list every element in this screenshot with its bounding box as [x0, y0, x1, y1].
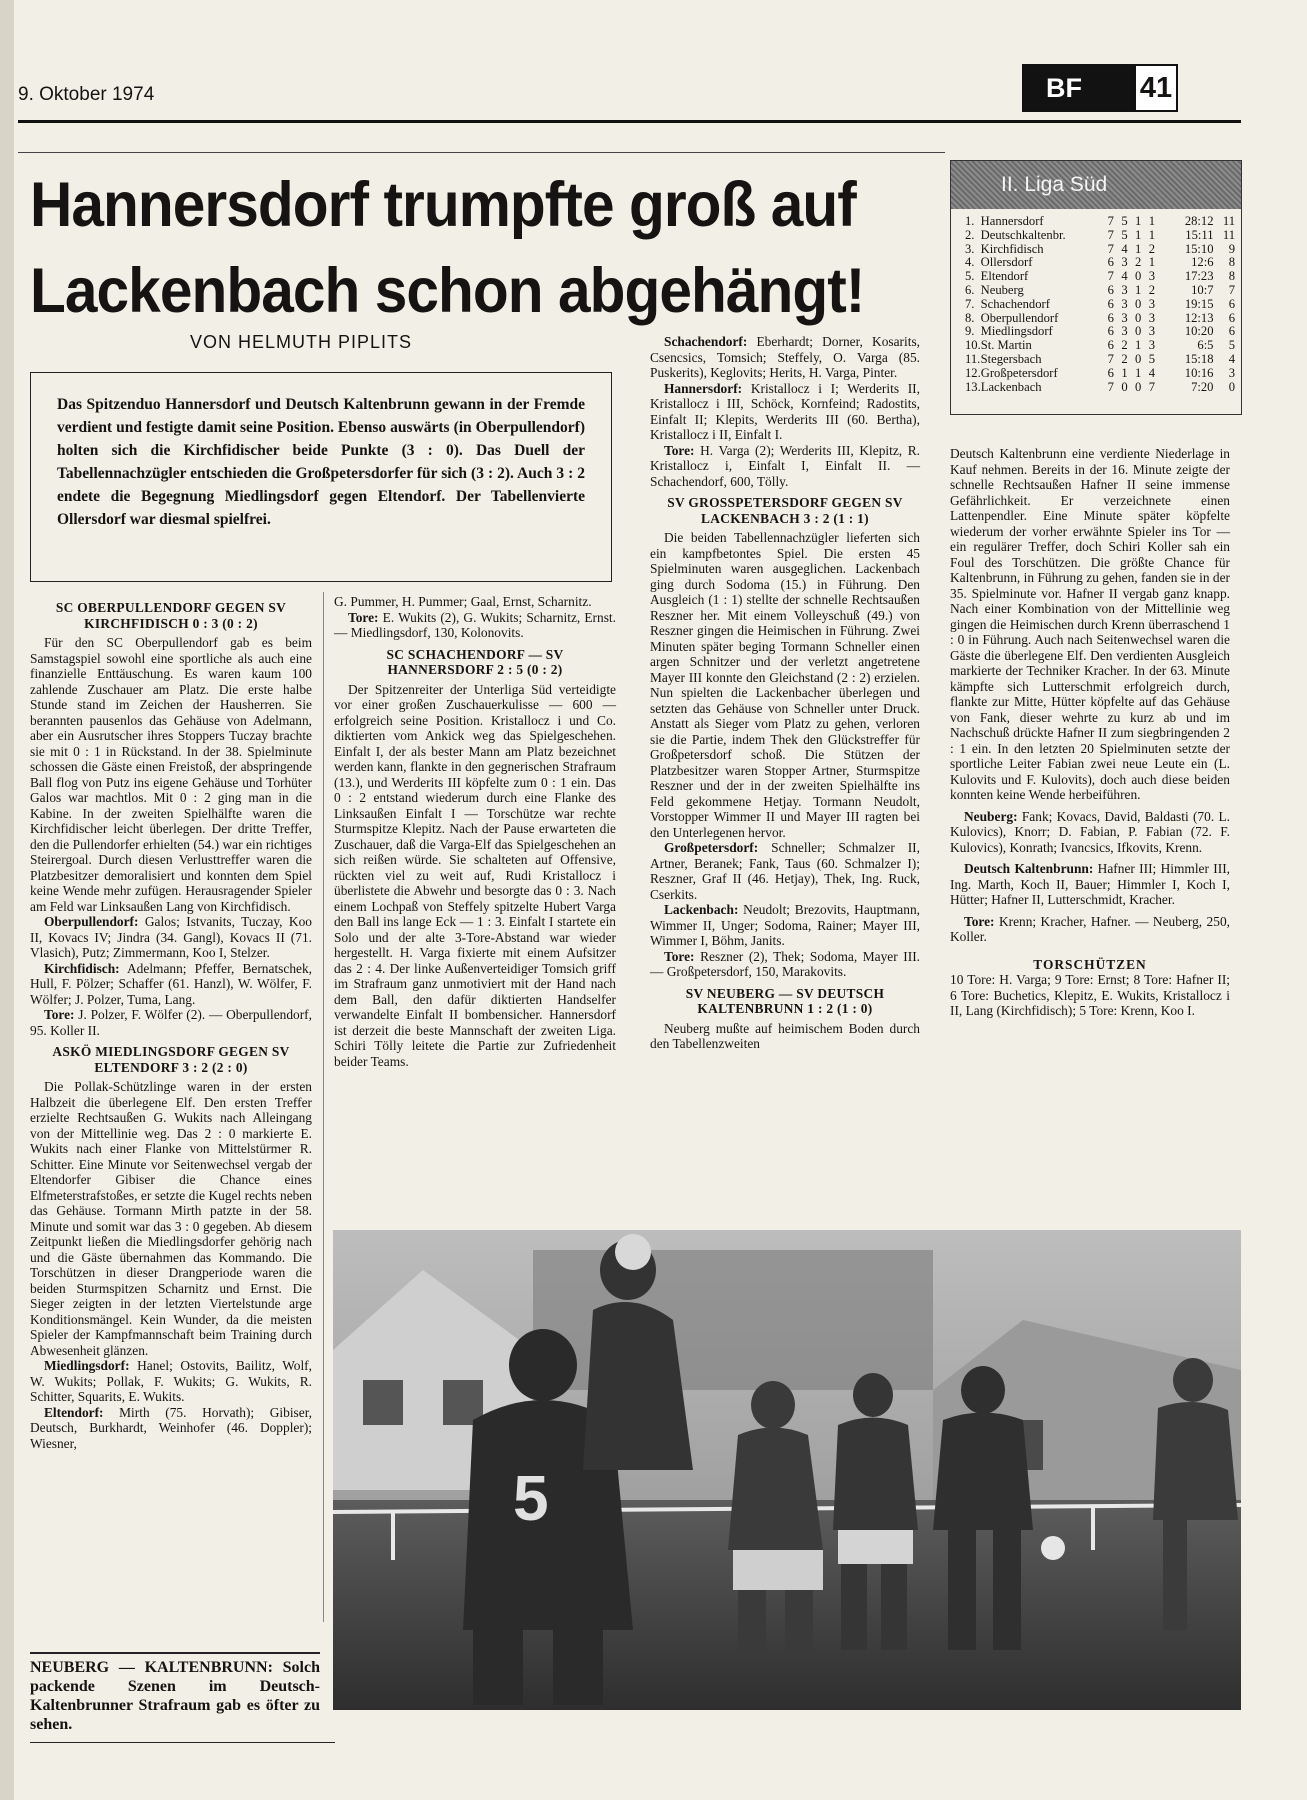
standings-points: 4	[1228, 351, 1236, 366]
standings-team: Eltendorf	[980, 269, 1029, 284]
page-badge	[1022, 64, 1178, 112]
standings-rank: 6.	[965, 282, 975, 297]
standings-played: 7	[1107, 269, 1114, 284]
standings-goals: 10:7	[1191, 282, 1214, 297]
match-report-grosspetersdorf: Die beiden Tabellennachzügler lieferten sich ein kampfbetontes Spiel. Die ersten 45 Spielminuten waren ausgeglichen. Lackenbach ging durch Sodoma (15.) in Führung. Den Ausgleich (1 : 1) stellte der schnelle Rechtsaußen Reszner her. Mit einem Volleyschuß (49.) von Reszner gingen die Heimischen in Führung. Zwei Minuten später beging Tormann Schneller einen argen Schnitzer und der verletzt angetretene Mayer III konnte den Gleichstand (2 : 2) erzielen. Nun spielten die Lackenbacher überlegen und setzten das Gehäuse von Schneller unter Druck. Anstatt als Sieger vom Platz zu gehen, verloren sie die Partie, indem Thek den Glückstreffer für Großpetersdorf schoß. Die Stützen der Platzbesitzer waren Stopper Artner, Sturmspitze Reszner und der in der zweiten Spielhälfte ins Feld gekommene Hetjay. Tormann Neudolt, Vorstopper Wimmer II und Mayer III ragten bei den Unterlegenen hervor.	[650, 530, 920, 840]
lineup-team: Deutsch Kaltenbrunn:	[964, 861, 1094, 876]
standings-won: 5	[1121, 227, 1128, 242]
standings-lost: 3	[1148, 296, 1156, 311]
lineup-team: Großpetersdorf:	[664, 840, 759, 855]
column-2	[334, 594, 616, 1069]
standings-won: 2	[1121, 351, 1128, 366]
standings-lost: 2	[1148, 241, 1156, 256]
standings-team: Deutschkaltenbr.	[980, 227, 1066, 242]
standings-rank: 9.	[965, 324, 975, 339]
standings-won: 3	[1121, 324, 1128, 339]
match-heading-miedlingsdorf: ASKÖ MIEDLINGSDORF GEGEN SV ELTENDORF 3 : 2 (2 : 0)	[52, 1044, 290, 1075]
standings-won: 1	[1121, 365, 1128, 380]
standings-team: Lackenbach	[980, 379, 1042, 394]
lineup-text: Eberhardt; Dorner, Kosarits, Csencsics, Tomsich; Steffely, O. Varga (85. Puskerits), Keglovits; Herits, H. Varga, Pinter.	[650, 334, 920, 380]
standings-rank: 5.	[965, 269, 975, 284]
standings-played: 7	[1107, 351, 1114, 366]
standings-rank: 3.	[965, 241, 975, 256]
standings-lost: 2	[1148, 282, 1156, 297]
caption-rule-top	[30, 1652, 320, 1654]
standings-points: 11	[1222, 214, 1236, 228]
section-label: BF	[1024, 66, 1132, 110]
standings-team: Neuberg	[980, 282, 1024, 297]
goals-label: Tore:	[348, 609, 379, 625]
match-heading-schachendorf: SC SCHACHENDORF — SV HANNERSDORF 2 : 5 (0 : 2)	[386, 646, 564, 677]
goals-text: J. Polzer, F. Wölfer (2). — Oberpullendorf, 95. Koller II.	[30, 1007, 312, 1038]
standings-row	[965, 381, 1235, 395]
lineup-team: Hannersdorf:	[664, 380, 743, 396]
standings-body	[951, 209, 1241, 394]
standings-rank: 4.	[965, 255, 975, 270]
goals-text: Reszner (2), Thek; Sodoma, Mayer III. — Großpetersdorf, 150, Marakovits.	[650, 948, 920, 979]
standings-goals: 6:5	[1197, 338, 1214, 353]
lineup-text: Mirth (75. Horvath); Gibiser, Deutsch, Burkhardt, Weinhofer (46. Doppler); Wiesner,	[30, 1404, 312, 1451]
standings-points: 3	[1228, 365, 1235, 380]
top-scorers-title: TORSCHÜTZEN	[1033, 956, 1147, 972]
standings-goals: 15:18	[1184, 351, 1214, 366]
standings-played: 6	[1107, 282, 1114, 297]
standings-played: 6	[1107, 296, 1114, 311]
standings-team: Oberpullendorf	[980, 310, 1059, 325]
top-scorers-text: 10 Tore: H. Varga; 9 Tore: Ernst; 8 Tore: Hafner II; 6 Tore: Buchetics, Klepitz, E. Wukits, Kristallocz i II, Lang (Kirchfidisch); 5 Tore: Krenn, Koo I.	[950, 972, 1230, 1018]
lineup-text: Adelmann; Pfeffer, Bernatschek, Hull, F. Pölzer; Schaffer (61. Hanzl), W. Wölfer, F. Wölfer; J. Polzer, Tuma, Lang.	[30, 960, 313, 1007]
lineup-team: Lackenbach:	[664, 902, 739, 917]
standings-rank: 12.	[965, 365, 981, 380]
lineup-continued: G. Pummer, H. Pummer; Gaal, Ernst, Scharnitz.	[334, 594, 592, 609]
standings-lost: 3	[1148, 338, 1156, 353]
standings-team: Ollersdorf	[980, 255, 1033, 270]
lineup-team: Schachendorf:	[664, 334, 748, 349]
standings-goals: 19:15	[1184, 296, 1214, 311]
standings-lost: 3	[1148, 324, 1156, 339]
standings-row	[965, 298, 1235, 312]
page-edge	[0, 0, 14, 1800]
standings-drawn: 1	[1135, 241, 1142, 256]
lineup-text: Hanel; Ostovits, Bailitz, Wolf, W. Wukits; Pollak, F. Wukits; G. Wukits, R. Schitter, Squarits, E. Wukits.	[30, 1358, 312, 1404]
match-photo-illustration	[333, 1230, 1241, 1710]
standings-drawn: 1	[1135, 227, 1142, 242]
standings-played: 7	[1107, 241, 1114, 256]
caption-rule-bottom	[30, 1742, 335, 1743]
standings-points: 6	[1228, 296, 1236, 311]
lineup-team: Eltendorf:	[44, 1404, 104, 1420]
standings-points: 5	[1228, 338, 1235, 353]
standings-row	[965, 367, 1235, 381]
intro-text: Das Spitzenduo Hannersdorf und Deutsch Kaltenbrunn gewann in der Fremde verdient und festigte damit seine Position. Ebenso auswärts (in Oberpullendorf) holten sich die Kirchfidischer beide Punkte (3 : 0). Das Duell der Tabellennachzügler entschieden die Großpetersdorfer für sich (3 : 2). Auch 3 : 2 endete die Begegnung Miedlingsdorf gegen Eltendorf. Der Tabellenvierte Ollersdorf war diesmal spielfrei.	[57, 396, 585, 528]
photo-caption: NEUBERG — KALTENBRUNN: Solch packende Szenen im Deutsch-Kaltenbrunner Strafraum gab es öfter zu sehen.	[30, 1659, 320, 1733]
standings-row	[965, 325, 1235, 339]
match-report-schachendorf: Der Spitzenreiter der Unterliga Süd verteidigte vor einer großen Zuschauerkulisse — 600 — erfolgreich seine Position. Kristallocz i und Co. diktierten vom Ankick weg das Spielgeschehen. Einfalt I, der als bester Mann am Platz bezeichnet werden kann, flankte in den gegnerischen Strafraum (13.), und Werderits III köpfelte zum 0 : 1 ein. Das 0 : 2 entstand wiederum durch eine Flanke des Linksaußen Einfalt I — Torschütze war rechte Sturmspitze Klepitz. Nach der Pause erwarteten die Zuschauer, daß die Varga-Elf das Spielgeschehen an sich reißen würde. Sie schalteten auf Offensive, rückten viel zu weit auf, Rudi Kristallocz i überlistete die Abwehr und besorgte das 0 : 3. Nach einem Lochpaß von Steffely spitzelte Hubert Varga den Ball ins lange Eck — 1 : 3. Einfalt I startete ein Solo und der alte 3-Tore-Abstand war wieder hergestellt. H. Varga fixierte mit einem Aufsitzer das 2 : 4. Der linke Außenverteidiger Tomsich griff im Strafraum ganz unmotiviert mit der Hand nach dem Ball, den dafür diktierten Handselfer verwandelte Einfalt II bombensicher. Hannersdorf ist derzeit die beste Mannschaft der zweiten Liga. Schiri Tölly leitete die Partie zur Zufriedenheit beider Teams.	[334, 681, 616, 1069]
standings-rank: 11.	[965, 351, 981, 366]
standings-points: 9	[1228, 241, 1236, 256]
standings-team: Stegersbach	[980, 351, 1042, 366]
standings-played: 6	[1107, 310, 1114, 325]
headline-rule	[18, 152, 945, 153]
standings-rank: 7.	[965, 296, 975, 311]
goals-label: Tore:	[964, 913, 995, 929]
page-number: 41	[1132, 66, 1176, 110]
standings-won: 4	[1121, 269, 1128, 284]
standings-rank: 2.	[965, 227, 975, 242]
standings-goals: 28:12	[1184, 214, 1214, 228]
standings-points: 6	[1228, 310, 1236, 325]
jersey-number: 5	[513, 1462, 549, 1534]
match-heading-grosspetersdorf: SV GROSSPETERSDORF GEGEN SV LACKENBACH 3 : 2 (1 : 1)	[667, 495, 903, 526]
standings-rank: 8.	[965, 310, 975, 325]
lineup-text: Fank; Kovacs, David, Baldasti (70. L. Kulovics), Knorr; D. Fabian, P. Fabian (72. F. Kulovics), Konrath; Ivancsics, Ifkovits, Krenn.	[950, 808, 1230, 855]
match-report-neuberg-continued: Deutsch Kaltenbrunn eine verdiente Niederlage in Kauf nehmen. Bereits in der 16. Minute zeigte der schnelle Rechtsaußen Hafner II seine immense Gefährlichkeit. Er verzeichnete einen Lattenpendler. Eine Minute später köpfelte wiederum der vorher erwähnte Spieler ins Tor — ein regulärer Treffer, doch Schiri Koller sah ein Foul des Torschützen. Die größte Chance für Kaltenbrunn, in Führung zu gehen, fanden sie in der 35. Spielminute vor. Hafner II vergab ganz knapp. Nach einer Kombination von der Mittellinie weg gingen die Heimischen durch Krenn überraschend 1 : 0 in Führung. Auch nach Seitenwechsel waren die Gäste die überlegene Elf. Den verdienten Ausgleich markierte der Techniker Kracher. In der 63. Minute kämpfte sich Lutterschmit erfolgreich durch, flankte zur Mitte, Hütter köpfelte auf das Gehäuse von Fank, dieser wehrte zu kurz ab und im Nachschuß drückte Hafner II zum siegbringenden 2 : 1 ein. In den letzten 20 Spielminuten setzte der sportliche Leiter Fabian zwei neue Leute ein (L. Kulovits und F. Kulovits), doch auch diese beiden konnten keine Wende herbeiführen.	[950, 446, 1230, 802]
lineup-text: Schneller; Schmalzer II, Artner, Beranek; Fank, Taus (60. Schmalzer I); Reszner, Graf II (46. Hetjay), Thek, Ing. Ruck, Cserkits.	[650, 840, 920, 902]
standings-drawn: 0	[1135, 379, 1142, 394]
standings-rank: 1.	[965, 214, 975, 228]
standings-won: 3	[1121, 296, 1128, 311]
standings-lost: 1	[1148, 214, 1156, 228]
standings-row	[965, 243, 1235, 257]
column-1	[30, 594, 312, 1451]
standings-drawn: 1	[1135, 338, 1142, 353]
lineup-team: Neuberg:	[964, 808, 1018, 824]
standings-played: 7	[1107, 379, 1114, 394]
standings-drawn: 0	[1135, 310, 1142, 325]
standings-played: 6	[1107, 338, 1114, 353]
standings-lost: 1	[1148, 227, 1156, 242]
standings-row	[965, 284, 1235, 298]
standings-goals: 12:6	[1191, 255, 1214, 270]
standings-goals: 10:20	[1184, 324, 1214, 339]
standings-played: 6	[1107, 255, 1114, 270]
standings-rank: 13.	[965, 379, 981, 394]
column-divider	[323, 592, 324, 1622]
match-report-neuberg-start: Neuberg mußte auf heimischem Boden durch den Tabellenzweiten	[650, 1020, 920, 1051]
standings-played: 7	[1107, 227, 1114, 242]
lineup-team: Miedlingsdorf:	[44, 1358, 130, 1373]
standings-drawn: 0	[1135, 324, 1142, 339]
issue-date: 9. Oktober 1974	[18, 84, 155, 105]
standings-drawn: 0	[1135, 296, 1142, 311]
standings-points: 6	[1228, 324, 1236, 339]
byline: VON HELMUTH PIPLITS	[190, 332, 413, 352]
standings-played: 6	[1107, 365, 1114, 380]
standings-goals: 15:11	[1185, 227, 1214, 242]
headline-line-1: Hannersdorf trumpfte groß auf	[30, 170, 856, 240]
standings-row	[965, 215, 1235, 229]
standings-won: 3	[1121, 255, 1128, 270]
standings-points: 8	[1228, 255, 1236, 270]
standings-row	[965, 312, 1235, 326]
lineup-text: Kristallocz i I; Werderits II, Kristallocz i III, Schöck, Kornfeind; Radostits, Einfalt II; Klepits, Werderits III (60. Bertha), Kristallocz i II, Einfalt I.	[650, 380, 920, 442]
standings-goals: 12:13	[1184, 310, 1214, 325]
standings-drawn: 2	[1135, 255, 1142, 270]
lineup-text: Hafner III; Himmler III, Ing. Marth, Koch II, Bauer; Himmler I, Koch I, Hütter; Hafner II, Lutterschmidt, Kracher.	[950, 861, 1230, 907]
standings-team: Hannersdorf	[980, 214, 1044, 228]
standings-rank: 10.	[965, 338, 981, 353]
standings-drawn: 1	[1135, 214, 1142, 228]
standings-played: 6	[1107, 324, 1114, 339]
goals-text: H. Varga (2); Werderits III, Klepitz, R. Kristallocz i, Einfalt I, Einfalt II. — Schachendorf, 600, Tölly.	[650, 442, 920, 489]
headline-line-2: Lackenbach schon abgehängt!	[30, 256, 865, 326]
match-report-miedlingsdorf: Die Pollak-Schützlinge waren in der ersten Halbzeit die überlegene Elf. Den ersten Treffer erzielte Rechtsaußen G. Wukits nach Alleingang von der Mittellinie weg. Das 2 : 0 markierte E. Wukits nach einer Flanke von Mittelstürmer R. Schitter. Eine Minute vor Seitenwechsel vergab der Eltendorfer Gibiser die Chance eines Elfmeterstrafstoßes, er setzte die Kugel rechts neben das Gehäuse. Tormann Mirth patzte in der 58. Minute und somit war das 3 : 0 gegeben. Ab diesem Zeitpunkt ließen die Miedlingsdorfer gehörig nach und die Gäste übernahmen das Kommando. Die Torschützen in dieser Drangperiode waren die beiden Sturmspitzen Scharnitz und Ernst. Die Sieger zeigten in der letzten Viertelstunde arge Konditionsmängel. Kein Wunder, da die meisten Spieler der Kampfmannschaft beim Training durch Abwesenheit glänzen.	[30, 1079, 312, 1358]
goals-text: Krenn; Kracher, Hafner. — Neuberg, 250, Koller.	[950, 913, 1230, 944]
goals-text: E. Wukits (2), G. Wukits; Scharnitz, Ernst. — Miedlingsdorf, 130, Kolonovits.	[334, 609, 616, 640]
standings-points: 7	[1228, 282, 1236, 297]
standings-goals: 10:16	[1184, 365, 1214, 380]
standings-won: 2	[1121, 338, 1128, 353]
goals-label: Tore:	[44, 1007, 75, 1022]
match-report-oberpullendorf: Für den SC Oberpullendorf gab es beim Samstagspiel sowohl eine sportliche als auch eine finanzielle Enttäuschung. Es waren kaum 100 zahlende Zuschauer am Platz. Die erste halbe Stunde stand im Zeichen der Hausherren. Sie berannten pausenlos das Gehäuse von Adelmann, aber ein Ausrutscher ihres Stoppers Tuczay brachte sie mit 0 : 1 in Rückstand. In der 38. Spielminute schossen die Gäste einen Freistoß, der abspringende Ball flog von Putz ins eigene Gehäuse und Torhüter Galos war machtlos. Mit 0 : 2 ging man in die Kabine. In der zweiten Spielhälfte waren die Kirchfidischer leicht überlegen. Der dritte Treffer, den die Pullendorfer erhielten (54.) war ein richtiges Steirergoal. Durch diesen Verlusttreffer waren die Platzbesitzer demoralisiert und konnten dem Spiel keine Wende mehr zufügen. Herausragender Spieler am Feld war Linksaußen Lang von Kirchfidisch.	[30, 635, 312, 914]
standings-team: Großpetersdorf	[980, 365, 1058, 380]
standings-row	[965, 339, 1235, 353]
headline	[30, 162, 872, 334]
standings-lost: 3	[1148, 310, 1156, 325]
standings-won: 0	[1121, 379, 1128, 394]
standings-lost: 1	[1148, 255, 1156, 270]
match-heading-neuberg: SV NEUBERG — SV DEUTSCH KALTENBRUNN 1 : 2 (1 : 0)	[685, 985, 885, 1016]
standings-row	[965, 256, 1235, 270]
standings-drawn: 0	[1135, 351, 1142, 366]
top-rule	[18, 120, 1241, 123]
standings-goals: 17:23	[1184, 269, 1214, 284]
lineup-team: Kirchfidisch:	[44, 960, 120, 976]
standings-team: Miedlingsdorf	[980, 324, 1053, 339]
standings-team: Kirchfidisch	[980, 241, 1044, 256]
standings-won: 5	[1121, 214, 1128, 228]
lineup-team: Oberpullendorf:	[44, 914, 139, 929]
standings-goals: 7:20	[1191, 379, 1214, 394]
standings-points: 8	[1228, 269, 1236, 284]
goals-label: Tore:	[664, 948, 695, 964]
standings-drawn: 1	[1135, 282, 1142, 297]
column-3	[650, 334, 920, 1052]
standings-row	[965, 353, 1235, 367]
match-photo	[333, 1230, 1241, 1710]
standings-title: II. Liga Süd	[951, 161, 1241, 209]
intro-box	[30, 372, 612, 582]
standings-won: 3	[1121, 282, 1128, 297]
goals-label: Tore:	[664, 442, 695, 458]
standings-team: Schachendorf	[980, 296, 1050, 311]
standings-row	[965, 270, 1235, 284]
lineup-text: Neudolt; Brezovits, Hauptmann, Wimmer II, Unger; Sodoma, Rainer; Mayer III, Wimmer I, Böhm, Janits.	[650, 902, 920, 948]
standings-lost: 3	[1148, 269, 1156, 284]
match-heading-oberpullendorf: SC OBERPULLENDORF GEGEN SV KIRCHFIDISCH 0 : 3 (0 : 2)	[55, 600, 287, 631]
standings-lost: 7	[1148, 379, 1156, 394]
standings-played: 7	[1107, 214, 1114, 228]
standings-lost: 5	[1148, 351, 1156, 366]
standings-won: 4	[1121, 241, 1128, 256]
standings-team: St. Martin	[980, 338, 1032, 353]
standings-goals: 15:10	[1184, 241, 1214, 256]
column-4	[950, 446, 1230, 1019]
lineup-text: Galos; Istvanits, Tuczay, Koo II, Kovacs IV; Jindra (34. Gangl), Kovacs II (71. Vlasich), Putz; Zimmermann, Koo I, Stelzer.	[30, 914, 312, 960]
standings-points: 0	[1228, 379, 1235, 394]
standings-row	[965, 229, 1235, 243]
standings-won: 3	[1121, 310, 1128, 325]
standings-drawn: 0	[1135, 269, 1142, 284]
standings-table	[950, 160, 1242, 415]
standings-drawn: 1	[1135, 365, 1142, 380]
standings-points: 11	[1222, 227, 1236, 242]
standings-lost: 4	[1148, 365, 1156, 380]
